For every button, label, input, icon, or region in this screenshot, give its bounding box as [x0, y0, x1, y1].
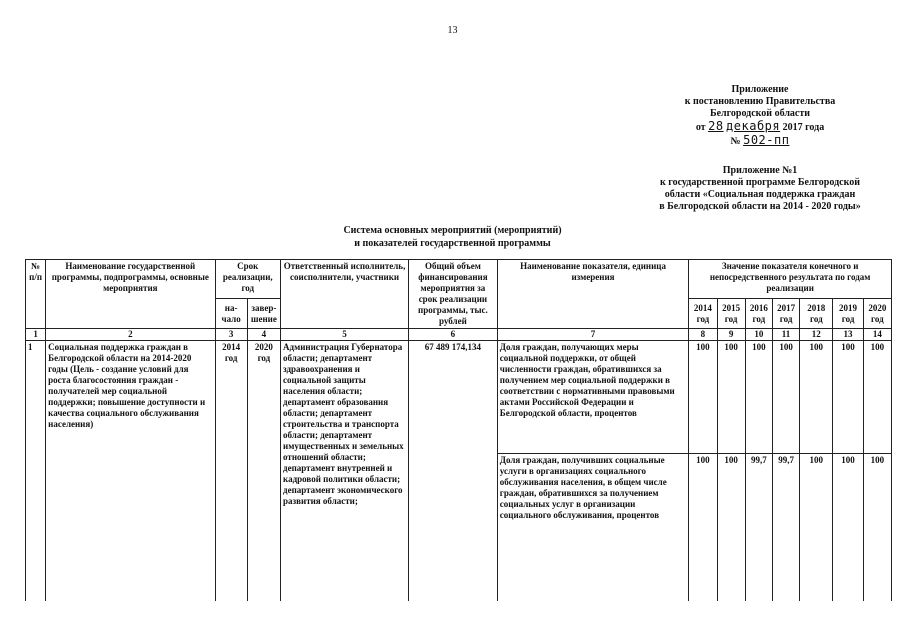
indicator-1-value-2020: 100 [863, 341, 891, 454]
indicator-2-value-2016: 99,7 [745, 454, 772, 602]
header-term: Срок реализации, год [215, 260, 281, 299]
date-suffix: 2017 года [782, 122, 825, 133]
appendix-header [610, 84, 905, 148]
colnum-7: 7 [497, 329, 689, 341]
number-value: 502-пп [743, 133, 790, 147]
colnum-9: 9 [717, 329, 745, 341]
colnum-10: 10 [745, 329, 772, 341]
colnum-8: 8 [689, 329, 717, 341]
appendix2-title: Приложение №1 [722, 165, 798, 176]
indicator-1-value-2014: 100 [689, 341, 717, 454]
indicator-2-value-2020: 100 [863, 454, 891, 602]
header-year-2016: 2016 год [745, 299, 772, 329]
indicator-2-value-2017: 99,7 [772, 454, 799, 602]
header-volume: Общий объем финансирования мероприятия за срок реализации программы, тыс. рублей [409, 260, 498, 329]
indicator-2-value-2015: 100 [717, 454, 745, 602]
appendix2-line2: области «Социальная поддержка граждан [664, 189, 856, 200]
colnum-11: 11 [772, 329, 799, 341]
indicator-2-value-2018: 100 [800, 454, 833, 602]
document-title [0, 224, 905, 250]
header-indicator: Наименование показателя, единица измерения [497, 260, 689, 329]
appendix-number [610, 134, 905, 148]
indicator-1-value-2017: 100 [772, 341, 799, 454]
row-num: 1 [26, 341, 46, 602]
header-num: № п/п [26, 260, 46, 329]
appendix-title: Приложение [731, 84, 789, 95]
indicator-1-value-2016: 100 [745, 341, 772, 454]
colnum-6: 6 [409, 329, 498, 341]
header-executor: Ответственный исполнитель, соисполнители, участники [281, 260, 409, 329]
header-values: Значение показателя конечного и непосредственного результата по годам реализации [689, 260, 892, 299]
row-end: 2020 год [247, 341, 280, 602]
header-start: на-чало [215, 299, 247, 329]
indicator-2-name: Доля граждан, получивших социальные услуги в организациях социального обслуживания населения, в общем числе граждан, обратившихся за получением социальных услуг в организации социального обслуживания, процентов [497, 454, 689, 602]
row-executor: Администрация Губернатора области; департамент здравоохранения и социальной защиты населения области; департамент образования области; департамент строительства и транспорта области; департамент имущественных и земельных отношений области; департамент внутренней и кадровой политики области; департамент экономического развития области; [281, 341, 409, 602]
colnum-14: 14 [863, 329, 891, 341]
indicator-1-name: Доля граждан, получающих меры социальной поддержки, от общей численности граждан, обратившихся за получением мер социальной поддержки в соответствии с нормативными правовыми актами Российской Федерации и Белгородской области, процентов [497, 341, 689, 454]
colnum-2: 2 [46, 329, 215, 341]
date-day: 28 [708, 119, 724, 133]
date-prefix: от [695, 122, 706, 133]
indicator-1-value-2019: 100 [833, 341, 863, 454]
appendix-line2: Белгородской области [709, 108, 811, 119]
table-row [26, 341, 892, 454]
date-month: декабря [726, 119, 781, 133]
row-start: 2014 год [215, 341, 247, 602]
header-year-2015: 2015 год [717, 299, 745, 329]
title-line2: и показателей государственной программы [354, 238, 551, 249]
appendix-date [610, 120, 905, 134]
header-year-2019: 2019 год [833, 299, 863, 329]
colnum-3: 3 [215, 329, 247, 341]
program-table [25, 259, 892, 601]
colnum-1: 1 [26, 329, 46, 341]
header-year-2014: 2014 год [689, 299, 717, 329]
header-year-2018: 2018 год [800, 299, 833, 329]
indicator-1-value-2015: 100 [717, 341, 745, 454]
colnum-13: 13 [833, 329, 863, 341]
row-program-name: Социальная поддержка граждан в Белгородской области на 2014-2020 годы (Цель - создание условий для роста благосостояния граждан - получателей мер социальной поддержки; повышение доступности и качества социального обслуживания населения) [46, 341, 215, 602]
colnum-4: 4 [247, 329, 280, 341]
indicator-2-value-2019: 100 [833, 454, 863, 602]
appendix-line1: к постановлению Правительства [684, 96, 836, 107]
page-number: 13 [447, 25, 458, 36]
indicator-1-value-2018: 100 [800, 341, 833, 454]
title-line1: Система основных мероприятий (мероприятий) [343, 225, 562, 236]
row-volume: 67 489 174,134 [409, 341, 498, 602]
appendix2-header [600, 165, 905, 213]
number-prefix: № [730, 136, 741, 147]
header-year-2017: 2017 год [772, 299, 799, 329]
appendix2-line1: к государственной программе Белгородской [660, 177, 860, 188]
colnum-12: 12 [800, 329, 833, 341]
header-name: Наименование государственной программы, подпрограммы, основные мероприятия [46, 260, 215, 329]
colnum-5: 5 [281, 329, 409, 341]
header-end: завер-шение [247, 299, 280, 329]
appendix2-line3: в Белгородской области на 2014 - 2020 годы» [659, 201, 861, 212]
indicator-2-value-2014: 100 [689, 454, 717, 602]
header-year-2020: 2020 год [863, 299, 891, 329]
